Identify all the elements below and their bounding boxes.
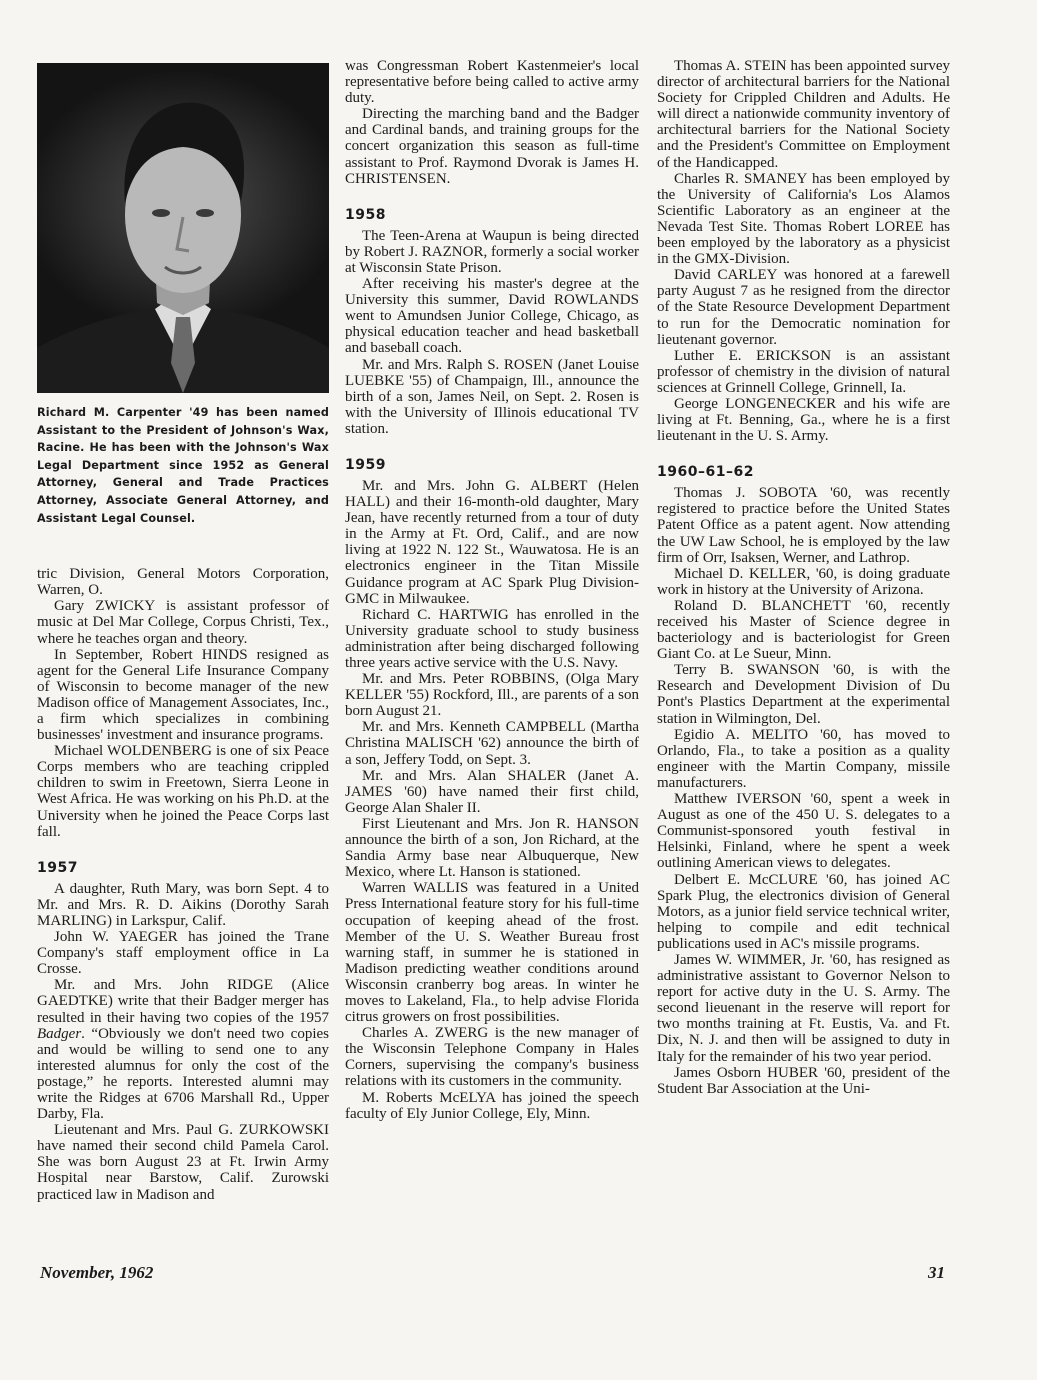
paragraph: Delbert E. McCLURE '60, has joined AC Spark Plug, the electronics division of General Motors, as a junior field service technical writer, helping to compile and edit technical publications used in AC's missile programs.	[657, 871, 950, 952]
text-run: . “Obviously we don't need two copies and would be willing to send one to any interested alumnus for only the cost of the postage,” he reports. Interested alumni may write the Ridges at 6706 Marshall Rd., Upper Darby, Fla.	[37, 1025, 329, 1123]
paragraph: Gary ZWICKY is assistant professor of music at Del Mar College, Corpus Christi, Tex., where he teaches organ and theory.	[37, 598, 329, 647]
page-number: 31	[928, 1263, 945, 1282]
text-run: Mr. and Mrs. John RIDGE (Alice GAEDTKE) write that their Badger merger has resulted in their having two copies of the 1957	[37, 977, 329, 1026]
paragraph: First Lieutenant and Mrs. Jon R. HANSON announce the birth of a son, Jon Richard, at the Sandia Army base near Albuquerque, New Mexico, where Lt. Hanson is stationed.	[345, 815, 639, 881]
paragraph: was Congressman Robert Kastenmeier's local representative before being called to active army duty.	[345, 58, 639, 107]
paragraph: Luther E. ERICKSON is an assistant professor of chemistry in the division of natural sciences at Grinnell College, Grinnell, Ia.	[657, 347, 950, 396]
paragraph: Mr. and Mrs. Ralph S. ROSEN (Janet Louise LUEBKE '55) of Champaign, Ill., announce the birth of a son, James Neil, on Sept. 2. Rosen is with the University of Illinois educational TV station.	[345, 356, 639, 437]
column-3	[657, 58, 950, 1097]
section-heading-1957: 1957	[37, 859, 78, 876]
paragraph: Michael D. KELLER, '60, is doing graduate work in history at the University of Arizona.	[657, 565, 950, 598]
photo-caption: Richard M. Carpenter '49 has been named Assistant to the President of Johnson's Wax, Racine. He has been with the Johnson's Wax Legal Department since 1952 as General Attorney, General and Trade Practices Attorney, Associate General Attorney, and Assistant Legal Counsel.	[37, 406, 329, 525]
paragraph: John W. YAEGER has joined the Trane Company's staff employment office in La Crosse.	[37, 929, 329, 978]
paragraph: Thomas J. SOBOTA '60, was recently registered to practice before the United States Patent Office as a patent agent. Now attending the UW Law School, he is employed by the law firm of Orr, Isaksen, Werner, and Lathrop.	[657, 485, 950, 566]
paragraph: David CARLEY was honored at a farewell party August 7 as he resigned from the director of the State Resource Development Department to run for the Democratic nomination for lieutenant governor.	[657, 267, 950, 348]
paragraph: Thomas A. STEIN has been appointed survey director of architectural barriers for the National Society for Crippled Children and Adults. He will direct a nationwide community inventory of architectural barriers for the National Society and the President's Committee on Employment of the Handicapped.	[657, 58, 950, 171]
section-heading-1959: 1959	[345, 456, 386, 473]
paragraph: Egidio A. MELITO '60, has moved to Orlando, Fla., to take a position as a quality engineer with the Martin Company, missile manufacturers.	[657, 726, 950, 791]
section-heading-1958: 1958	[345, 206, 386, 223]
paragraph: Directing the marching band and the Badger and Cardinal bands, and training groups for the concert organization this season as full-time assistant to Prof. Raymond Dvorak is James H. CHRISTENSEN.	[345, 106, 639, 187]
issue-date: November, 1962	[40, 1263, 154, 1282]
paragraph: Mr. and Mrs. Peter ROBBINS, (Olga Mary KELLER '55) Rockford, Ill., are parents of a son born August 21.	[345, 671, 639, 720]
paragraph: After receiving his master's degree at the University this summer, David ROWLANDS went to Amundsen Junior College, Chicago, as physical education teacher and head basketball and baseball coach.	[345, 276, 639, 357]
paragraph: The Teen-Arena at Waupun is being directed by Robert J. RAZNOR, formerly a social worker at Wisconsin State Prison.	[345, 227, 639, 276]
caption-spacer	[37, 527, 329, 566]
paragraph: Terry B. SWANSON '60, is with the Research and Development Division of Du Pont's Plastics Department at the experimental station in Wilmington, Del.	[657, 662, 950, 727]
paragraph: A daughter, Ruth Mary, was born Sept. 4 to Mr. and Mrs. R. D. Aikins (Dorothy Sarah MARLING) in Larkspur, Calif.	[37, 880, 329, 929]
paragraph: M. Roberts McELYA has joined the speech faculty of Ely Junior College, Ely, Minn.	[345, 1089, 639, 1122]
column-2	[345, 58, 639, 1122]
badger-title: Badger	[37, 1025, 82, 1042]
paragraph: Charles A. ZWERG is the new manager of the Wisconsin Telephone Company in Hales Corners, supervising the company's business relations with its customers in the community.	[345, 1025, 639, 1090]
paragraph: Michael WOLDENBERG is one of six Peace Corps members who are teaching crippled children to swim in Freetown, Sierra Leone in West Africa. He was working on his Ph.D. at the University when he joined the Peace Corps last fall.	[37, 743, 329, 840]
paragraph: Lieutenant and Mrs. Paul G. ZURKOWSKI have named their second child Pamela Carol. She was born August 23 at Ft. Irwin Army Hospital near Barstow, Calif. Zurowski practiced law in Madison and	[37, 1122, 329, 1203]
portrait-photo	[37, 63, 329, 393]
paragraph: In September, Robert HINDS resigned as agent for the General Life Insurance Company of Wisconsin to become manager of the new Madison office of Management Associates, Inc., a firm which specializes in combining businesses' investment and insurance programs.	[37, 646, 329, 744]
paragraph: James W. WIMMER, Jr. '60, has resigned as administrative assistant to Governor Nelson to report for active duty in the U. S. Army. The second lieuenant in the reserve will report for two months training at Ft. Eustis, Va. and Ft. Dix, N. J. and then will be assigned to duty in Italy for the remainder of his two year period.	[657, 951, 950, 1065]
paragraph: Mr. and Mrs. John G. ALBERT (Helen HALL) and their 16-month-old daughter, Mary Jean, have recently returned from a tour of duty in the Army at Ft. Ord, Calif., and are now living at 1922 N. 122 St., Wauwatosa. He is an electronics engineer in the Titan Missile Guidance program at AC Spark Plug Division-GMC in Milwaukee.	[345, 477, 639, 607]
paragraph: James Osborn HUBER '60, president of the Student Bar Association at the Uni-	[657, 1064, 950, 1097]
paragraph: tric Division, General Motors Corporation, Warren, O.	[37, 566, 329, 599]
paragraph: Warren WALLIS was featured in a United Press International feature story for his full-time occupation of keeping ahead of the frost. Member of the U. S. Weather Bureau frost warning staff, in summer he is stationed in Madison predicting weather conditions around Wisconsin cranberry bog areas. In winter he moves to Lakeland, Fla., to help advise Florida citrus growers on frost possibilities.	[345, 880, 639, 1026]
paragraph: Richard C. HARTWIG has enrolled in the University graduate school to study business administration after being discharged following three years active service with the U.S. Navy.	[345, 606, 639, 671]
paragraph: Roland D. BLANCHETT '60, recently received his Master of Science degree in bacteriology and is bacteriologist for Green Giant Co. at Le Sueur, Minn.	[657, 597, 950, 663]
paragraph	[37, 977, 329, 1122]
paragraph: George LONGENECKER and his wife are living at Ft. Benning, Ga., where he is a first lieutenant in the U. S. Army.	[657, 395, 950, 445]
paragraph: Mr. and Mrs. Alan SHALER (Janet A. JAMES '60) have named their first child, George Alan Shaler II.	[345, 767, 639, 816]
section-heading-1960-61-62: 1960–61–62	[657, 464, 754, 481]
column-1	[37, 58, 329, 1203]
paragraph: Charles R. SMANEY has been employed by the University of California's Los Alamos Scientific Laboratory as an engineer at the Nevada Test Site. Thomas Robert LOREE has been employed by the laboratory as a physicist in the GMX-Division.	[657, 170, 950, 268]
paragraph: Matthew IVERSON '60, spent a week in August as one of the 450 U. S. delegates to a Communist-sponsored youth festival in Helsinki, Finland, where he spent a week outlining American views to delegates.	[657, 791, 950, 872]
paragraph: Mr. and Mrs. Kenneth CAMPBELL (Martha Christina MALISCH '62) announce the birth of a son, Jeffery Todd, on Sept. 3.	[345, 719, 639, 768]
